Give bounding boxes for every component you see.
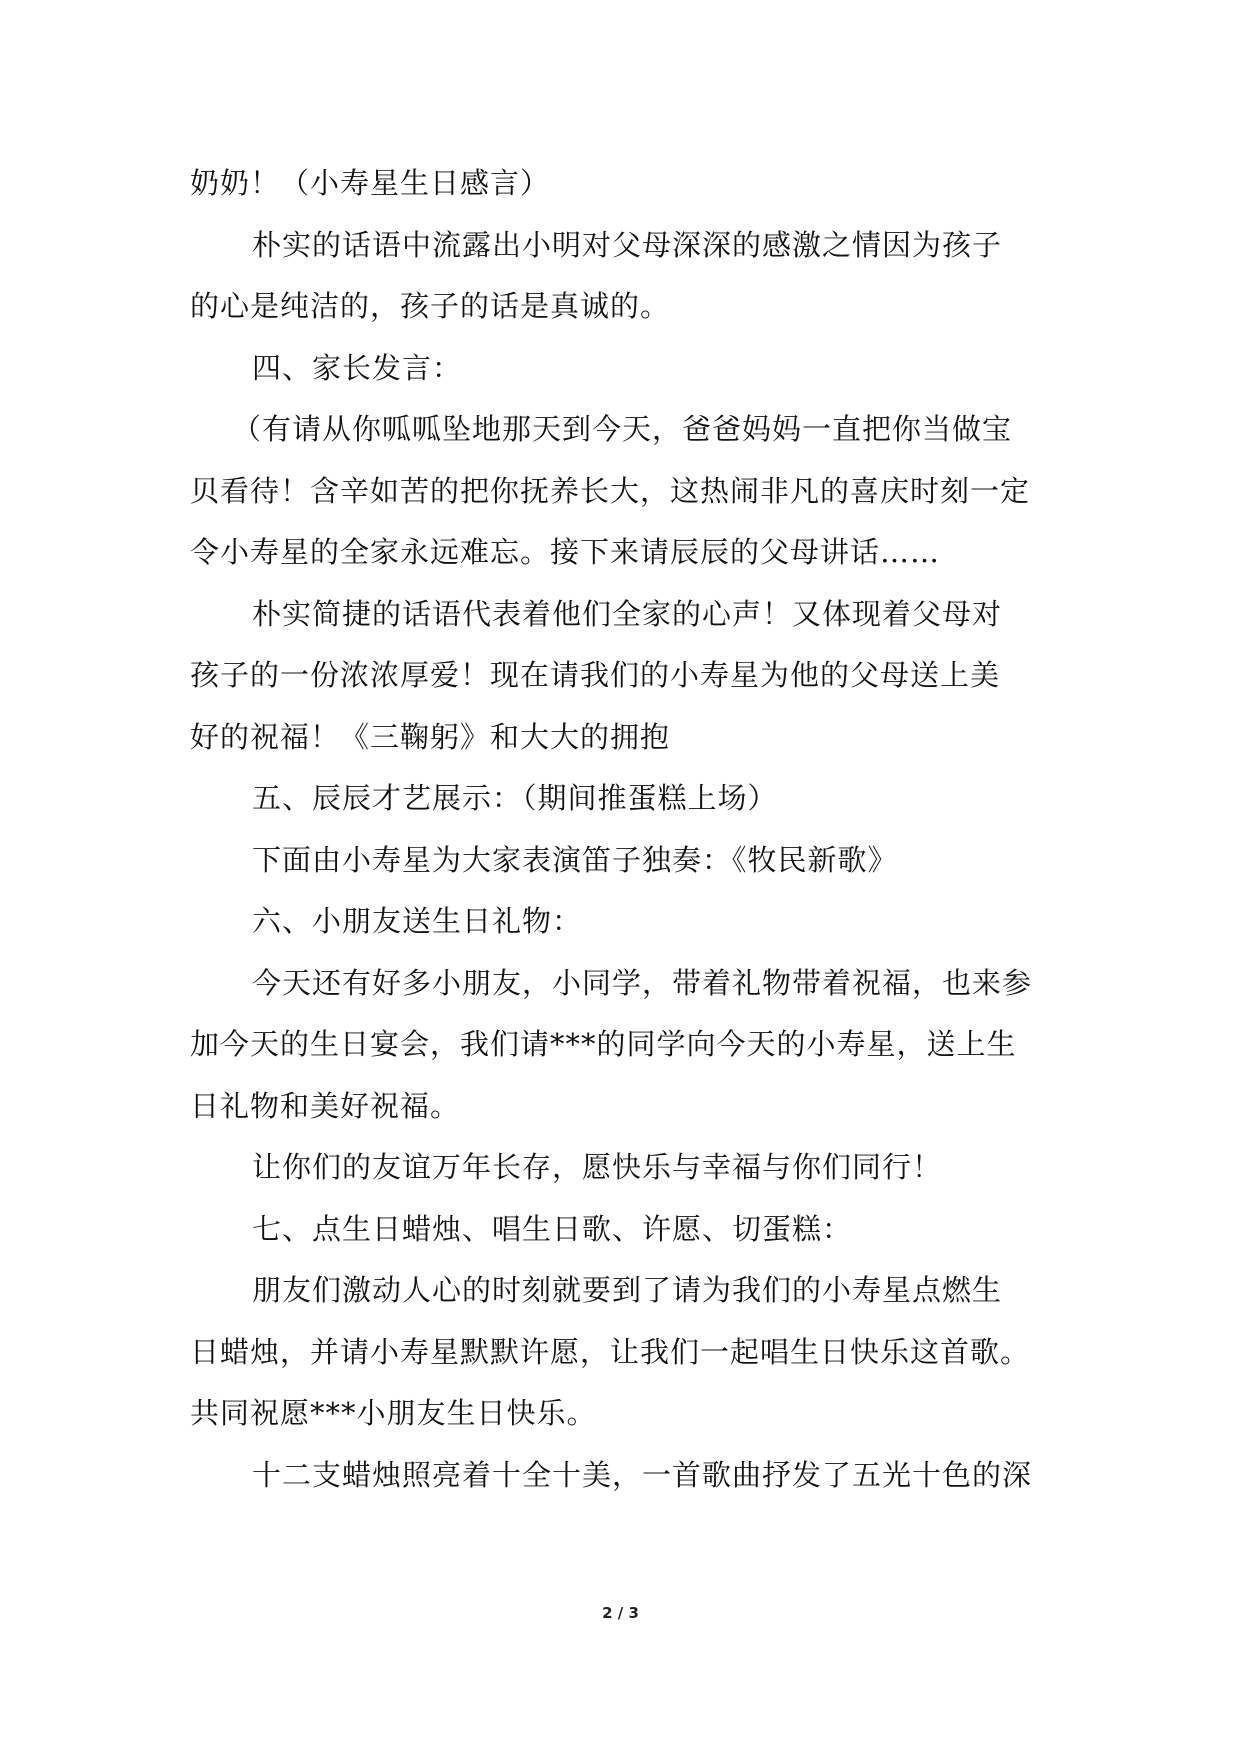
text-line-3: 的心是纯洁的，孩子的话是真诚的。 <box>190 289 671 323</box>
text-line-16: 日礼物和美好祝福。 <box>190 1089 461 1123</box>
text-line-9: 孩子的一份浓浓厚爱！现在请我们的小寿星为他的父母送上美 <box>190 658 1001 692</box>
text-line-14: 今天还有好多小朋友，小同学，带着礼物带着祝福，也来参 <box>252 966 1033 1000</box>
text-line-22: 十二支蜡烛照亮着十全十美，一首歌曲抒发了五光十色的深 <box>252 1458 1033 1492</box>
section-heading-4: 四、家长发言： <box>252 351 463 385</box>
text-line-7: 令小寿星的全家永远难忘。接下来请辰辰的父母讲话…… <box>190 535 941 569</box>
section-heading-5: 五、辰辰才艺展示：（期间推蛋糕上场） <box>252 781 778 815</box>
text-line-12: 下面由小寿星为大家表演笛子独奏：《牧民新歌》 <box>252 843 898 877</box>
text-line-20: 日蜡烛，并请小寿星默默许愿，让我们一起唱生日快乐这首歌。 <box>190 1335 1031 1369</box>
text-line-17: 让你们的友谊万年长存，愿快乐与幸福与你们同行！ <box>252 1150 943 1184</box>
text-line-10: 好的祝福！《三鞠躬》和大大的拥抱 <box>190 720 671 754</box>
text-line-15: 加今天的生日宴会，我们请***的同学向今天的小寿星，送上生 <box>190 1027 1017 1061</box>
text-line-5: （有请从你呱呱坠地那天到今天，爸爸妈妈一直把你当做宝 <box>232 412 1013 446</box>
page-number: 2 / 3 <box>602 1604 639 1622</box>
section-heading-7: 七、点生日蜡烛、唱生日歌、许愿、切蛋糕： <box>252 1212 853 1246</box>
section-heading-6: 六、小朋友送生日礼物： <box>252 904 583 938</box>
text-line-1: 奶奶！（小寿星生日感言） <box>190 166 551 200</box>
text-line-21: 共同祝愿***小朋友生日快乐。 <box>190 1396 597 1430</box>
text-line-8: 朴实简捷的话语代表着他们全家的心声！又体现着父母对 <box>252 597 1003 631</box>
text-line-19: 朋友们激动人心的时刻就要到了请为我们的小寿星点燃生 <box>252 1273 1003 1307</box>
text-line-2: 朴实的话语中流露出小明对父母深深的感激之情因为孩子 <box>252 228 1003 262</box>
text-line-6: 贝看待！含辛如苦的把你抚养长大，这热闹非凡的喜庆时刻一定 <box>190 474 1031 508</box>
